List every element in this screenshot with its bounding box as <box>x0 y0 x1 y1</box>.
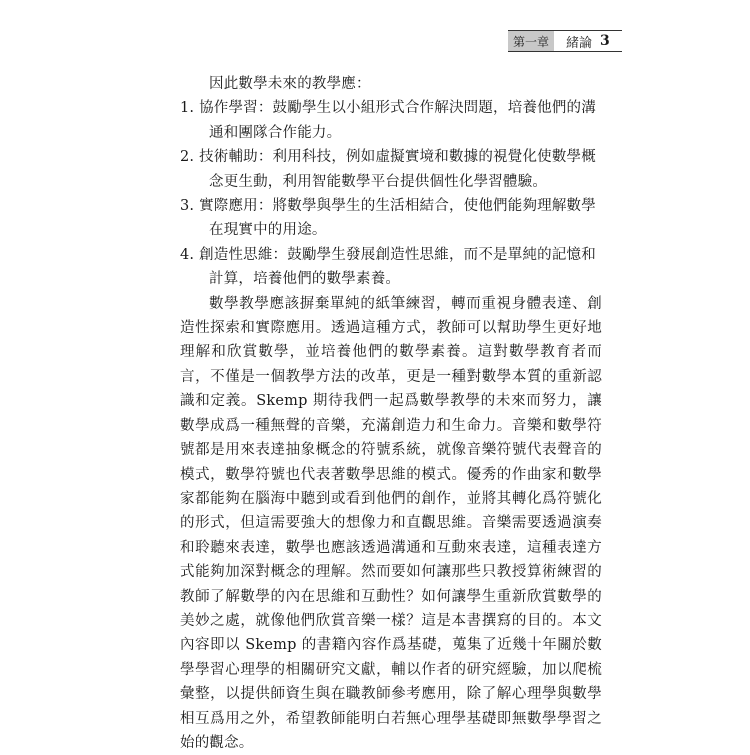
list-item <box>180 194 602 243</box>
list-number: 1. <box>180 100 195 117</box>
list-text: 技術輔助：利用科技，例如虛擬實境和數據的視覺化使數學概念更生動，利用智能數學平台提供個性化學習體驗。 <box>199 149 596 190</box>
list-number: 3. <box>180 198 195 215</box>
body-paragraph: 數學教學應該摒棄單純的紙筆練習，轉而重視身體表達、創造性探索和實際應用。透過這種方式，教師可以幫助學生更好地理解和欣賞數學，並培養他們的數學素養。這對數學教育者而言，不僅是一個教學方法的改革，更是一種對數學本質的重新認識和定義。Skemp 期待我們一起爲數學教學的未來而努力，讓數學成爲一種無聲的音樂，充滿創造力和生命力。音樂和數學符號都是用來表達抽象概念的符號系統，就像音樂符號代表聲音的模式，數學符號也代表著數學思維的模式。優秀的作曲家和數學家都能夠在腦海中聽到或看到他們的創作，並將其轉化爲符號化的形式，但這需要強大的想像力和直觀思維。音樂需要透過演奏和聆聽來表達，數學也應該透過溝通和互動來表達，這種表達方式能夠加深對概念的理解。然而要如何讓那些只教授算術練習的教師了解數學的內在思維和互動性？如何讓學生重新欣賞數學的美妙之處，就像他們欣賞音樂一樣？這是本書撰寫的目的。本文內容即以 Skemp 的書籍內容作爲基礎，蒐集了近幾十年關於數學學習心理學的相關研究文獻，輔以作者的研究經驗，加以爬梳彙整，以提供師資生與在職教師參考應用，除了解心理學與數學相互爲用之外，希望教師能明白若無心理學基礎即無數學學習之始的觀念。 <box>180 295 602 751</box>
chapter-title: 緒論 <box>566 35 593 51</box>
teaching-list <box>180 96 602 291</box>
intro-line: 因此數學未來的教學應： <box>209 76 371 92</box>
chapter-label: 第一章 <box>508 31 554 51</box>
list-number: 2. <box>180 149 195 166</box>
page-number: 3 <box>600 33 610 49</box>
page-content <box>180 72 602 755</box>
running-header <box>508 30 622 52</box>
list-item <box>180 243 602 292</box>
list-text: 協作學習：鼓勵學生以小組形式合作解決問題，培養他們的溝通和團隊合作能力。 <box>199 100 596 141</box>
list-number: 4. <box>180 246 195 263</box>
list-text: 實際應用：將數學與學生的生活相結合，使他們能夠理解數學在現實中的用途。 <box>199 198 596 239</box>
list-text: 創造性思維：鼓勵學生發展創造性思維，而不是單純的記憶和計算，培養他們的數學素養。 <box>199 246 596 288</box>
list-item <box>180 145 602 194</box>
list-item <box>180 96 602 145</box>
